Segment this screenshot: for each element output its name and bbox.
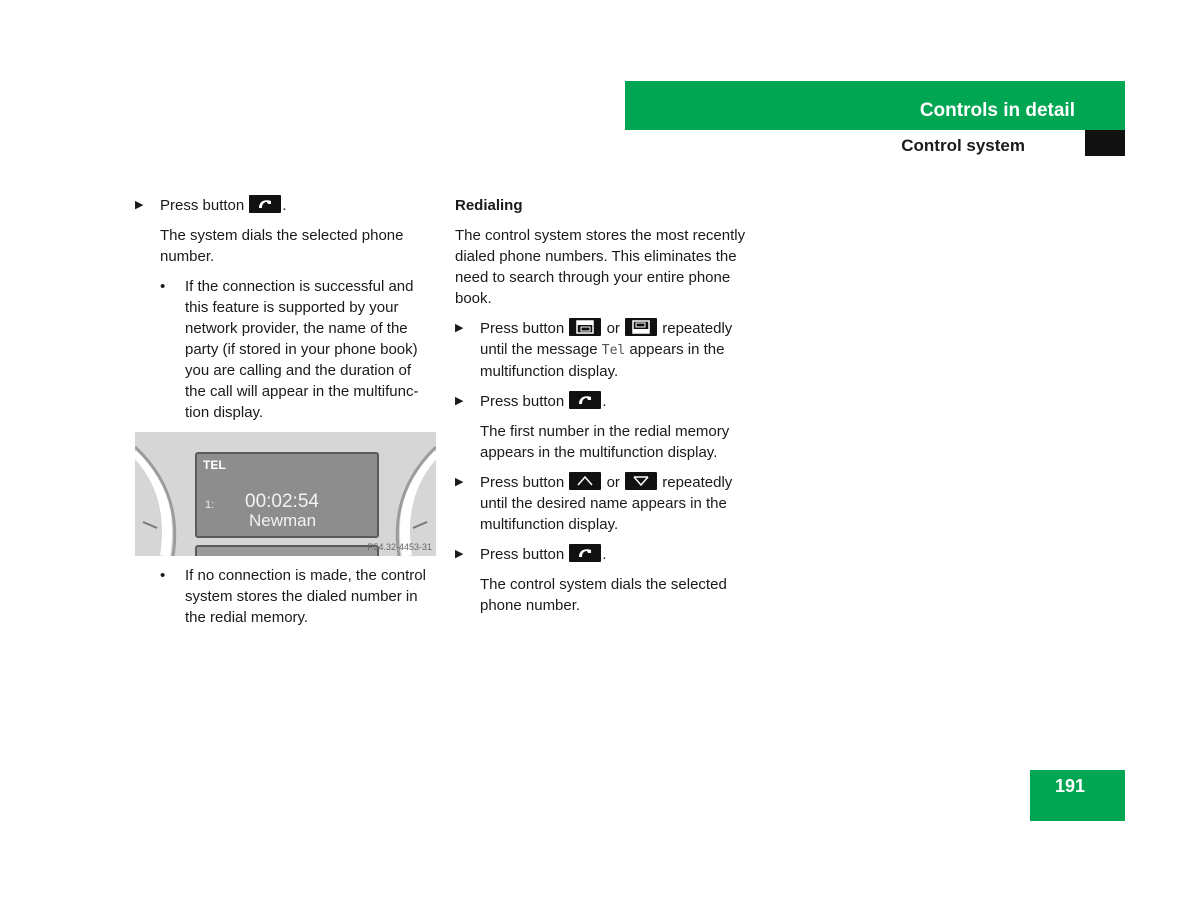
page-number: 191	[1054, 776, 1085, 796]
instruction-step: ▶ Press button .	[455, 393, 607, 410]
list-item: • If the connection is successful and this feature is supported by your network provider, the name of the party (if stored in your phone book) you are calling and the duration of the call will appear in the multifunc-tion display.	[160, 278, 419, 421]
display-label: TEL	[203, 458, 226, 472]
image-code: P54.32-4453-31	[367, 542, 432, 552]
result-text: The first number in the redial memory appears in the multifunction display.	[480, 423, 730, 461]
display-lower-panel	[195, 545, 379, 556]
dot-bullet-icon: •	[160, 278, 166, 295]
phone-send-icon	[249, 195, 281, 213]
section-heading: Redialing	[455, 197, 523, 214]
instruction-step: ▶ Press button or repeatedly until the desired name appears in the multifunction display.	[455, 474, 733, 533]
arrow-bullet-icon: ▶	[455, 322, 464, 334]
intro-text: The control system stores the most recently dialed phone numbers. This eliminates the need to search through your entire phone book.	[455, 227, 746, 307]
arrow-up-icon	[569, 472, 601, 490]
result-text: The control system dials the selected phone number.	[480, 576, 727, 614]
right-column	[455, 195, 755, 625]
arrow-bullet-icon: ▶	[455, 395, 464, 407]
arrow-bullet-icon: ▶	[455, 476, 464, 488]
display-screen	[195, 452, 379, 538]
instruction-step: ▶ Press button .	[455, 546, 607, 563]
window-back-icon	[569, 318, 601, 336]
display-message: Tel	[601, 343, 626, 358]
display-name: Newman	[249, 511, 317, 530]
header-tab-marker	[1085, 130, 1125, 156]
left-column	[135, 195, 435, 637]
phone-send-icon	[569, 391, 601, 409]
instruction-step: ▶ Press button .	[135, 197, 287, 214]
phone-send-icon	[569, 544, 601, 562]
instruction-step: ▶ Press button or repeatedly until the message Tel appears in the multifunction display.	[455, 320, 733, 380]
dot-bullet-icon: •	[160, 567, 166, 584]
result-text: The system dials the selected phone number.	[160, 227, 404, 265]
arrow-bullet-icon: ▶	[455, 548, 464, 560]
window-forward-icon	[625, 318, 657, 336]
display-index: 1:	[205, 499, 215, 511]
arrow-bullet-icon: ▶	[135, 199, 144, 211]
section-subtitle: Control system	[901, 136, 1025, 155]
display-duration: 00:02:54	[245, 491, 319, 512]
section-title: Controls in detail	[919, 100, 1075, 121]
multifunction-display-image	[135, 432, 436, 556]
list-item: • If no connection is made, the control system stores the dialed number in the redial memory.	[160, 567, 426, 626]
arrow-down-icon	[625, 472, 657, 490]
